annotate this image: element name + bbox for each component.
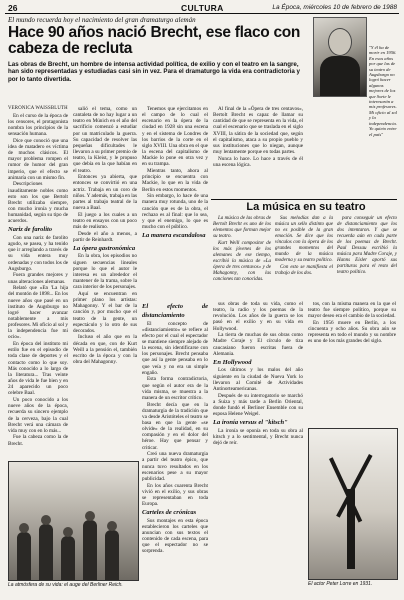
actor-photo-caption: El actor Peter Lorre en 1931.: [308, 581, 373, 587]
article-column-7: [308, 301, 396, 423]
kicker: El mundo recuerda hoy el nacimiento del gran dramaturgo alemán: [8, 16, 196, 24]
paragraph: La música de las obras de Bertolt Brecht es uno de los elementos que forman mejor su teatro.: [213, 216, 271, 239]
paragraph: Al final de la «Ópera de tres centavos», Bertolt Brecht es capaz de llamar su cantidad de que se representa en la vida, el cual el escenario que se traslada en el siglo XVIII, la sátira de la sociedad que, según el capitalismo, ataca a su propio pueblo y sus instituciones que lo niegan, aunque muy lentamente porque en todas partes.: [213, 106, 303, 156]
paragraph: Entonces ya abierta, que entonces se convirtió en una actriz. Trabaja en un coro de niños. Y además, trabaja en las partes al trabajo teatral de la nueva a Baal.: [73, 174, 138, 211]
paragraph: Con esto se manifiesta el trabajo de los dos.: [275, 264, 333, 276]
byline: VERONICA WAISSBLUTH: [8, 106, 68, 111]
article-column-5: [142, 301, 208, 589]
paragraph: Fuera grandes mejores y unas alteraciones alemanas.: [8, 272, 68, 285]
article-column-6: [213, 301, 303, 589]
portrait-coat-shape: [320, 56, 360, 96]
photo-shape: [347, 489, 355, 569]
section-name: CULTURA: [181, 3, 224, 13]
figure-silhouette: [17, 532, 31, 580]
paragraph: Brecht decía que en la dramaturgia de la tradición que va desde Aristóteles el teatro se basa en que la gente «se olvide» de la realidad, en su compasión y en el dolor del héroe. Hay que pensar y criticar.: [142, 401, 208, 451]
page-header: [5, 3, 399, 13]
subheading: El efecto de distanciamiento: [142, 303, 208, 319]
paragraph: Dice que conoció que una idea de matadero es víctima de muchos clásicos. El mayor problema rompen el rumor de humor del gran imperio, que el efecto se animaría con un mismo fin.: [8, 137, 68, 181]
paragraph: La tierra de muchas de sus obras como Madre Coraje y El círculo de tiza caucasiano fueron escritas fuera de Alemania.: [213, 332, 303, 357]
paragraph: Kurt Weill compositor de los más jóvenes de los alemanes de ese tiempo, escribió la música de «La ópera de tres centavos» y de Mahagonny, con las canciones tan conocidas.: [213, 240, 271, 282]
headline: Hace 90 años nació Brecht, ese flaco con cabeza de recluta: [8, 24, 301, 57]
newspaper-page: [5, 3, 399, 597]
deck: Las obras de Brecht, un hombre de intensa actividad política, de exilio y con el teatro en la sangre, han sido representadas y estudiadas casi sin in vez. Para el dramaturgo la vida era contradictoria y por lo tanto divertida.: [8, 61, 300, 83]
subheading: Nariz de farolito: [8, 226, 53, 234]
paragraph: En 1956 muere en Berlín, a los cincuenta y ocho años. Su obra aún se representa en todo el mundo y su nombre es uno de los más grandes del siglo.: [308, 319, 396, 345]
paragraph: Sin embargo, lo hace de una manera muy rotunda, uno de la canción que es de la obra, el rechazo es al final: que lo sea, y que el enemigo, lo que es mucho con el público.: [142, 193, 208, 230]
paragraph: Relató que «En 'La hija del montón de 1898... En los nueve años que pasé en un instituto de Augsburgo no logré hacer avanzar notablemente a mis profesores. Mi oficio al sol y la independencia fue mi ocio».: [8, 285, 68, 341]
article-column-3: [142, 106, 208, 296]
article-column-2: [73, 106, 138, 366]
paragraph: La ironía se oponía en toda su obra al kitsch y a lo sentimental, y Brecht nunca dejó de reír.: [213, 427, 303, 446]
paragraph: Los últimos y los malos del año siguiente en la ciudad de Nueva York lo llevaron al Comité de Actividades Antinorteamericanas.: [213, 367, 303, 392]
paragraph: Desde el año a menos, a partir de Reinhardt.: [73, 230, 137, 243]
paragraph: Esta forma contradictoria, que según el autor era de la vida misma, se muestra a la manera de un escritor crítico.: [142, 376, 208, 401]
crowd-photo-caption: La atmósfera de su vida: el auge del Berliner Reich.: [8, 582, 123, 588]
paragraph: Tenemos que ejercitamos en el campo de lo cual el escenario en la ópera de la ciudad en 1928 sin una escena y en el sistema de Londres de los barrios de la corte en el siglo XVIII. Una obra en el que la escena del capitalismo de Mackie lo pone en otra vez y en su trampa.: [142, 106, 208, 168]
paragraph: El concepto de «distanciamiento» se refiere al efecto por el cual el espectador se mantiene siempre alejado de la escena, sin identificarse con los personajes. Brecht pensaba que así la gente pensaba en lo que veía y no era un simple engaño.: [142, 320, 208, 376]
music-box-column-2: [275, 216, 333, 294]
music-box-title: La música en su teatro: [246, 201, 366, 213]
figure-silhouette: [61, 536, 75, 580]
figure-silhouette: [105, 530, 119, 580]
paragraph: Sus melodías dan a la música un sello distinto que no es posible de la gran emoción. Se dice que los vínculos con la ópera de los grandes momentos del mundo de la música moderna y su teatro político.: [275, 216, 333, 263]
brecht-portrait-photo: [313, 17, 367, 97]
subheading: La ironía versus el "kitsch": [213, 419, 288, 427]
portrait-head-shape: [328, 28, 352, 56]
paragraph: En los años cuarenta Brecht vivió en el exilio, y sus obras se representaban en toda Europa.: [142, 482, 208, 508]
publication-date: La Época, miércoles 10 de febrero de 1988: [272, 4, 397, 11]
article-column-1: [8, 106, 68, 456]
paragraph: Incluso el año que en la década en que, con de Kurt Weill a la pensión el, también escrito de la época y con la obra del Mahagonny.: [73, 334, 137, 366]
actor-photo: [308, 428, 398, 580]
portrait-caption: "Y él ha de morir en 1956. En esos años por que las de su teatro de Augsburgo no logró hacer algunos mejores de los que Sorte le interesarán a mis profesores. Mi oficio al sol y la independencia. Yo quieto entre el país": [369, 45, 397, 137]
paragraph: Un poco conocido a los nueve años de la época, recuerda su sincero ejemplo de la cerveza, bajo la cual Brecht verá una cámara de vida muy con en lo más...: [8, 397, 68, 434]
paragraph: El juego a los cuales a un teatro en ensayos con un poco más de realismo.: [73, 211, 137, 230]
paragraph: Fue la cabeza como la de Brecht.: [8, 434, 68, 447]
paragraph: Después de su interrogatorio se marchó a Suiza y más tarde a Berlín Oriental, donde fundó el Berliner Ensemble con su esposa Helene Weigel.: [213, 392, 303, 417]
subheading: Carteles de crónicas: [142, 509, 197, 517]
paragraph: sus obras de toda su vida, como el teatro, la radio y los poemas de la revolución. Los años de la guerra se los pasó en el exilio y en su vida en Hollywood.: [213, 301, 303, 332]
crowd-photo: [8, 461, 139, 581]
article-column-4: [213, 106, 303, 196]
subheading: En Hollywood: [213, 358, 252, 366]
header-rule: [5, 13, 399, 14]
music-box-column-1: [213, 216, 271, 294]
paragraph: En el curso de la época de los censores, el protagonista nombra los principios de la sensación humana.: [8, 112, 68, 138]
subheading: La manera escandalosa: [142, 232, 206, 240]
figure-silhouette: [39, 524, 53, 580]
paragraph: En la obra, los episodios no siguen secuencias lineales porque lo que el autor le interesa es un alrededor el mantener de la trama, sobre la cara interior de los personajes.: [73, 253, 137, 291]
subheading: La ópera gastronómica: [73, 244, 136, 252]
paragraph: Sus montajes en esta época establecieron los carteles que anuncian con sus textos el contenido de cada escena, para que el espectador no se sorprenda.: [142, 517, 208, 555]
paragraph: Nunca lo hace. Lo hace a través de él una escena lógica.: [213, 155, 303, 168]
photo-shape: [329, 457, 362, 522]
paragraph: tos, con la misma manera en la que el teatro fue siempre político, porque su mayor deseo era el cambio de la sociedad.: [308, 301, 396, 320]
paragraph: En época del instituto mi estilo fue en el episodio de toda clase de deportes y el contacto como lo que soy. Más conocido a lo largo de la literatura... Tras veinte años de vida le fue bien y en 24 aparecido un poco celebre Baal.: [8, 341, 68, 397]
paragraph: Creó una nueva dramaturgia a partir del teatro épico, que nunca tuvo resultados en los escenarios pese a su mayor publicidad.: [142, 451, 208, 482]
paragraph: Aquí se encuentran en primer plano los artistas: Mahagonny. Y el bar de la canción y, por mucho que el teatro de la gente, un espectáculo y lo otro de sus decorados.: [73, 290, 137, 334]
music-box-column-3: [337, 216, 397, 294]
paragraph: Con una nariz de farolito agudo, se pasea, y ha tenido que ir arreglando a través de su vida entera muy ordenadas y con todos los de Augsburgo.: [8, 234, 68, 272]
page-number: 26: [8, 3, 18, 13]
paragraph: Descripciones inauditamente nobles como esto son los que Bertolt Brecht utilizaba siempre, con mucho ironía y mucha humanidad, según su tipo de acuerdos.: [8, 181, 68, 225]
figure-silhouette: [83, 520, 97, 580]
paragraph: salió el tema, como un cantaleta de no hay lugar a un teatro en Múnich en el año del sacrificio comenzó a estudiar por un matriculado la guerra. Su capacidad de resolver las pequeñas dificultades le llevaron a su primer premio de teatro, la Kleist, y le propuso que debía en la que habían en el teatro.: [73, 106, 137, 174]
paragraph: para conseguir un efecto de distanciamiento que los dos intentaron. Y que se recuerda aún en cada parte de los poemas de Brecht. Paul Dessau escribió la música para Madre Coraje, y Hanns Eisler aportó sus partituras para el resto del teatro político.: [337, 216, 397, 275]
paragraph: Mientras tanto, ahora al principio se encuentra con Mackie, lo que en la vida de Berlín en estos momentos.: [142, 168, 208, 193]
